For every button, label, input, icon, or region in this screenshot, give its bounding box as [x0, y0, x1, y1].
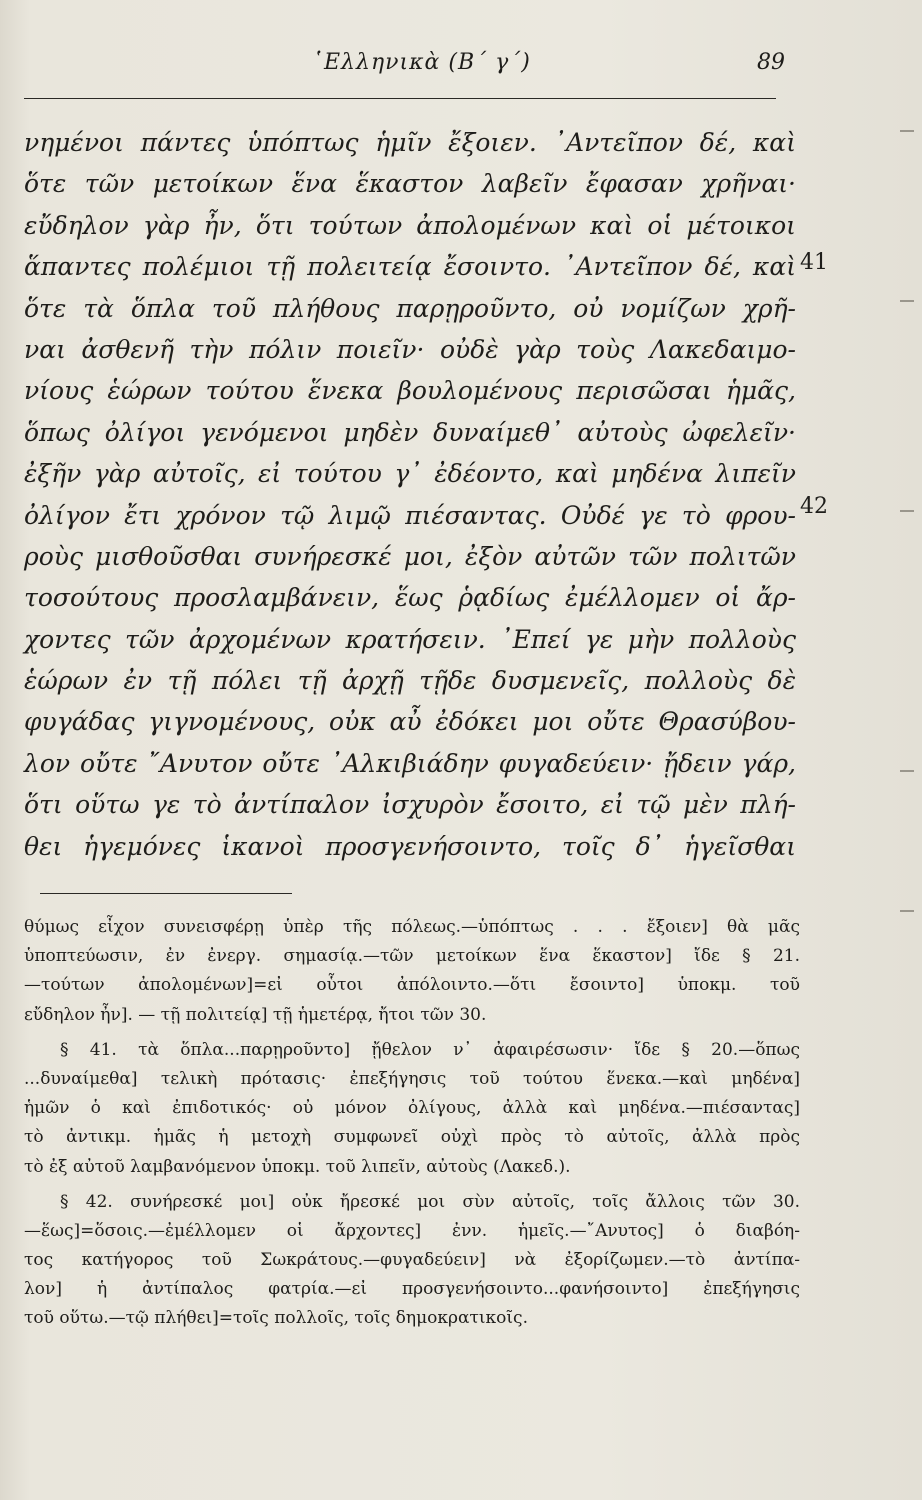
page-number: 89 [757, 50, 785, 75]
section-number: 41 [800, 250, 828, 275]
text-line: ὅπως ὀλίγοι γενόμενοι μηδὲν δυναίμεθ᾿ αὐτοὺς ὠφελεῖν· [24, 417, 796, 447]
page-header [0, 50, 922, 90]
text-line: ἑώρων ἐν τῇ πόλει τῇ ἀρχῇ τῇδε δυσμενεῖς, πολλοὺς δὲ [24, 666, 796, 696]
header-rule [24, 98, 776, 99]
text-line: ὅτε τὰ ὅπλα τοῦ πλήθους παρῃροῦντο, οὐ νομίζων χρῆ- [24, 293, 796, 323]
text-line: ὅτι οὕτω γε τὸ ἀντίπαλον ἰσχυρὸν ἔσοιτο, εἰ τῷ μὲν πλή- [24, 790, 796, 820]
text-line: τοσούτους προσλαμβάνειν, ἕως ῥᾳδίως ἐμέλλομεν οἱ ἄρ- [24, 583, 796, 613]
text-line: ὅτε τῶν μετοίκων ἕνα ἕκαστον λαβεῖν ἔφασαν χρῆναι· [24, 169, 796, 199]
text-line: λον οὔτε ῎Ανυτον οὔτε ᾿Αλκιβιάδην φυγαδεύειν· ᾔδειν γάρ, [24, 748, 796, 778]
footnotes [24, 913, 800, 1334]
note-line: —ἕως]=ὅσοις.—ἐμέλλομεν οἱ ἄρχοντες] ἐνν. ἡμεῖς.—῎Ανυτος] ὁ διαβόη- [24, 1220, 800, 1241]
main-text [24, 122, 796, 867]
text-line: ναι ἀσθενῆ τὴν πόλιν ποιεῖν· οὐδὲ γὰρ τοὺς Λακεδαιμο- [24, 334, 796, 364]
note-line: εὔδηλον ἦν]. — τῇ πολιτείᾳ] τῇ ἡμετέρᾳ, ἤτοι τῶν 30. [24, 1004, 487, 1025]
note-line: ἡμῶν ὁ καὶ ἐπιδοτικός· οὐ μόνον ὀλίγους, ἀλλὰ καὶ μηδένα.—πιέσαντας] [24, 1098, 800, 1119]
note-line: τοῦ οὕτω.—τῷ πλήθει]=τοῖς πολλοῖς, τοῖς δημοκρατικοῖς. [24, 1308, 528, 1329]
text-line: εὔδηλον γὰρ ἦν, ὅτι τούτων ἀπολομένων καὶ οἱ μέτοικοι [24, 210, 796, 240]
facing-page-bleed [900, 120, 922, 920]
note-line: —τούτων ἀπολομένων]=εἰ οὗτοι ἀπόλοιντο.—ὅτι ἔσοιντο] ὑποκμ. τοῦ [24, 975, 800, 996]
note-line: θύμως εἶχον συνεισφέρῃ ὑπὲρ τῆς πόλεως.—ὑπόπτως . . . ἔξοιεν] θὰ μᾶς [24, 917, 800, 937]
text-line: ἅπαντες πολέμιοι τῇ πολειτείᾳ ἔσοιντο. ᾿Αντεῖπον δέ, καὶ [24, 252, 796, 282]
text-line: χοντες τῶν ἀρχομένων κρατήσειν. ᾿Επεί γε μὴν πολλοὺς [24, 624, 796, 654]
note-line: τὸ ἀντικμ. ἡμᾶς ἡ μετοχὴ συμφωνεῖ οὐχὶ πρὸς τὸ αὐτοῖς, ἀλλὰ πρὸς [24, 1127, 800, 1148]
note-line: λον] ἡ ἀντίπαλος φατρία.—εἰ προσγενήσοιντο...φανήσοιντο] ἐπεξήγησις [24, 1279, 800, 1300]
note-line: ...δυναίμεθα] τελικὴ πρότασις· ἐπεξήγησις τοῦ τούτου ἕνεκα.—καὶ μηδένα] [24, 1068, 800, 1089]
note-line: τος κατήγορος τοῦ Σωκράτους.—φυγαδεύειν] νὰ ἐξορίζωμεν.—τὸ ἀντίπα- [24, 1250, 800, 1271]
text-line: ροὺς μισθοῦσθαι συνήρεσκέ μοι, ἐξὸν αὐτῶν τῶν πολιτῶν [24, 541, 796, 571]
note-line: § 42. συνήρεσκέ μοι] οὐκ ἤρεσκέ μοι σὺν αὐτοῖς, τοῖς ἄλλοις τῶν 30. [60, 1191, 800, 1212]
note-line: τὸ ἐξ αὐτοῦ λαμβανόμενον ὑποκμ. τοῦ λιπεῖν, αὐτοὺς (Λακεδ.). [24, 1156, 571, 1177]
text-line: ὀλίγον ἔτι χρόνον τῷ λιμῷ πιέσαντας. Οὐδέ γε τὸ φρου- [24, 500, 796, 530]
text-line: νημένοι πάντες ὑπόπτως ἡμῖν ἔξοιεν. ᾿Αντεῖπον δέ, καὶ [24, 128, 796, 157]
text-line: ἐξῆν γὰρ αὐτοῖς, εἰ τούτου γ᾿ ἐδέοντο, καὶ μηδένα λιπεῖν [24, 459, 796, 489]
running-title: ῾Ελληνικὰ (Β΄ γ΄) [312, 50, 531, 75]
note-line: ὑποπτεύωσιν, ἐν ἐνεργ. σημασίᾳ.—τῶν μετοίκων ἕνα ἕκαστον] ἴδε § 21. [24, 946, 800, 967]
text-line: φυγάδας γιγνομένους, οὐκ αὖ ἐδόκει μοι οὔτε Θρασύβου- [24, 707, 796, 737]
notes-rule [40, 893, 292, 894]
note-line: § 41. τὰ ὅπλα...παρῃροῦντο] ᾔθελον ν᾿ ἀφαιρέσωσιν· ἴδε § 20.—ὅπως [60, 1039, 800, 1060]
section-number: 42 [800, 494, 828, 519]
text-line: θει ἡγεμόνες ἱκανοὶ προσγενήσοιντο, τοῖς δ᾿ ἡγεῖσθαι [24, 831, 796, 861]
text-line: νίους ἑώρων τούτου ἕνεκα βουλομένους περισῶσαι ἡμᾶς, [24, 376, 796, 406]
